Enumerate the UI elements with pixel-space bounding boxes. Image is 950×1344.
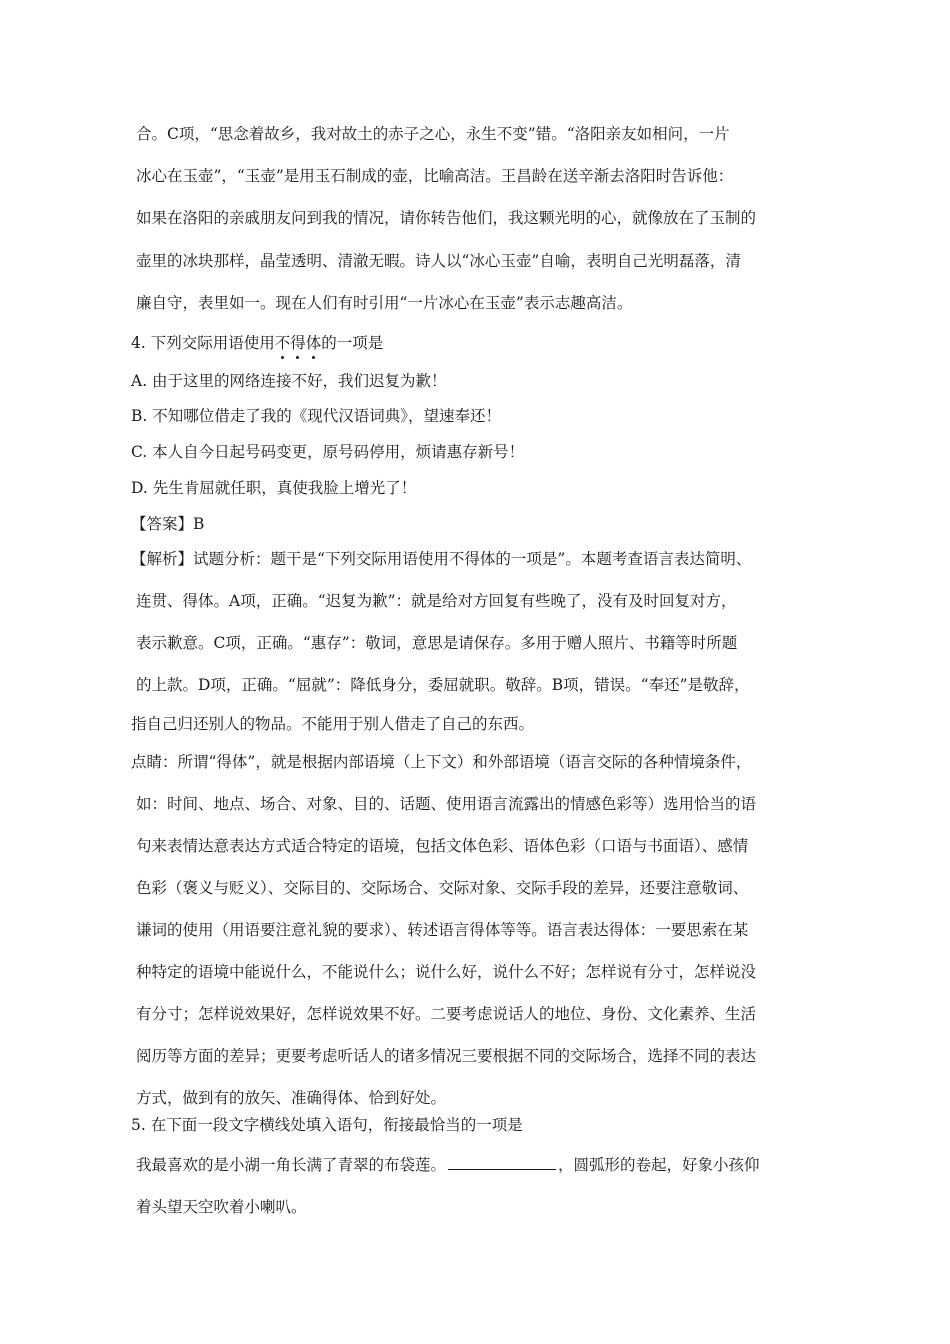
comment-line: 如：时间、地点、场合、对象、目的、话题、使用语言流露出的情感色彩等）选用恰当的语 <box>136 795 757 813</box>
passage-text: ，圆弧形的卷起，好象小孩仰 <box>558 1156 760 1174</box>
emphasis-char: 不 <box>275 331 291 353</box>
stem-text: 4. 下列交际用语使用 <box>131 334 275 352</box>
question-5-passage-line2: 着头望天空吹着小喇叭。 <box>136 1198 307 1216</box>
fill-in-blank <box>448 1154 556 1170</box>
text-line: 冰心在玉壶”，“玉壶”是用玉石制成的壶，比喻高洁。王昌龄在送辛渐去洛阳时告诉他： <box>136 167 734 185</box>
question-4-stem <box>131 331 383 353</box>
analysis-line: 表示歉意。C项，正确。“惠存”：敬词，意思是请保存。多用于赠人照片、书籍等时所题 <box>136 634 738 652</box>
analysis-line: 连贯、得体。A项，正确。“迟复为歉”：就是给对方回复有些晚了，没有及时回复对方， <box>136 592 737 610</box>
comment-line: 阅历等方面的差异；更要考虑听话人的诸多情况三要根据不同的交际场合，选择不同的表达 <box>136 1047 757 1065</box>
comment-line: 句来表情达意表达方式适合特定的语境，包括文体色彩、语体色彩（口语与书面语）、感情 <box>136 837 749 855</box>
answer-line: 【答案】B <box>131 515 205 533</box>
question-5-stem: 5. 在下面一段文字横线处填入语句，衔接最恰当的一项是 <box>131 1116 523 1134</box>
comment-line: 点睛：所谓“得体”，就是根据内部语境（上下文）和外部语境（语言交际的各种情境条件， <box>131 753 752 771</box>
emphasis-char: 得 <box>290 331 306 353</box>
stem-text: 的一项是 <box>321 334 384 352</box>
option-c: C. 本人自今日起号码变更，原号码停用，烦请惠存新号！ <box>131 443 525 461</box>
comment-line: 种特定的语境中能说什么，不能说什么；说什么好，说什么不好；怎样说有分寸，怎样说没 <box>136 963 757 981</box>
option-d: D. 先生肯屈就任职，真使我脸上增光了！ <box>131 479 417 497</box>
option-b: B. 不知哪位借走了我的《现代汉语词典》，望速奉还！ <box>131 407 501 425</box>
analysis-line: 【解析】试题分析：题干是“下列交际用语使用不得体的一项是”。本题考查语言表达简明、 <box>131 550 752 568</box>
option-a: A. 由于这里的网络连接不好，我们迟复为歉！ <box>131 372 447 390</box>
question-5-passage <box>136 1153 760 1175</box>
emphasis-char: 体 <box>306 331 322 353</box>
text-line: 壶里的冰块那样，晶莹透明、清澈无暇。诗人以“冰心玉壶”自喻，表明自己光明磊落，清 <box>136 252 741 270</box>
analysis-line: 指自己归还别人的物品。不能用于别人借走了自己的东西。 <box>131 715 535 733</box>
comment-line: 方式，做到有的放矢、准确得体、恰到好处。 <box>136 1089 447 1107</box>
comment-line: 色彩（褒义与贬义）、交际目的、交际场合、交际对象、交际手段的差异，还要注意敬词、 <box>136 879 749 897</box>
analysis-line: 的上款。D项，正确。“屈就”：降低身分，委屈就职。敬辞。B项，错误。“奉还”是敬辞， <box>136 676 750 694</box>
comment-line: 谦词的使用（用语要注意礼貌的要求）、转述语言得体等等。语言表达得体：一要思索在某 <box>136 921 749 939</box>
comment-line: 有分寸；怎样说效果好，怎样说效果不好。二要考虑说话人的地位、身份、文化素养、生活 <box>136 1005 757 1023</box>
text-line: 合。C项，“思念着故乡，我对故土的赤子之心，永生不变”错。“洛阳亲友如相问，一片 <box>136 125 730 143</box>
text-line: 廉自守，表里如一。现在人们有时引用“一片冰心在玉壶”表示志趣高洁。 <box>136 294 633 312</box>
passage-text: 我最喜欢的是小湖一角长满了青翠的布袋莲。 <box>136 1156 447 1174</box>
text-line: 如果在洛阳的亲戚朋友问到我的情况，请你转告他们，我这颗光明的心，就像放在了玉制的 <box>136 209 757 227</box>
